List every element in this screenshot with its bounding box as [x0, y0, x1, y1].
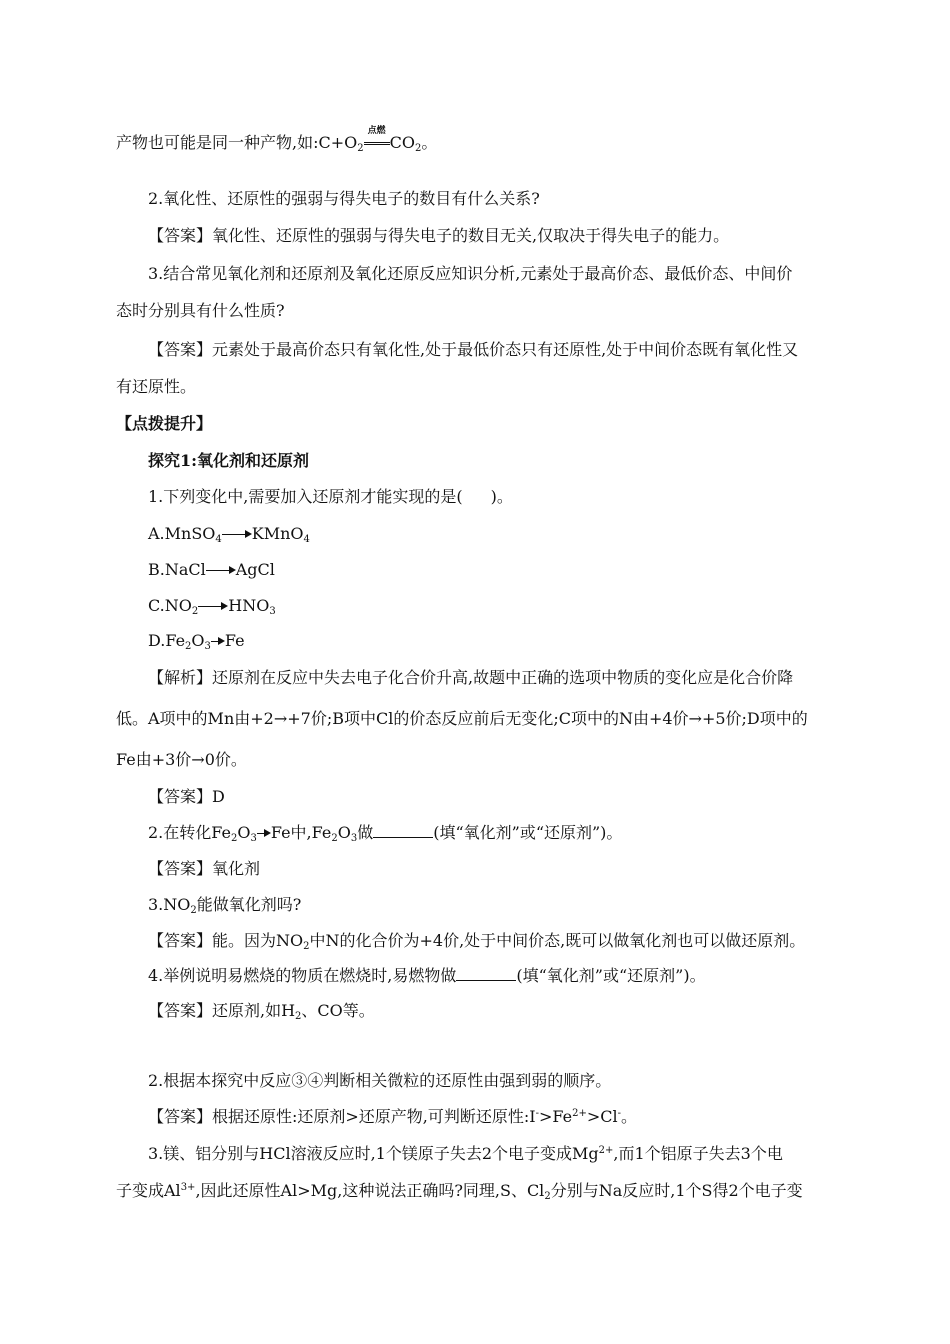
analysis: 【解析】还原剂在反应中失去电子化合价升高,故题中正确的选项中物质的变化应是化合价降: [148, 668, 794, 687]
question-2: 2.氧化性、还原性的强弱与得失电子的数目有什么关系?: [148, 189, 540, 208]
answer-ex2: 【答案】氧化剂: [148, 859, 261, 878]
section-heading: 【点拨提升】: [116, 414, 213, 433]
answer-1: 【答案】D: [148, 787, 225, 806]
answer-ex4: 【答案】还原剂,如$H_2$、CO等。: [148, 1001, 375, 1022]
text-line-1: 产物也可能是同一种产物,如$:C+O_2$ 点燃 $CO_2$。: [116, 125, 438, 154]
analysis-cont-1: 低。A项中的Mn由+2→+7价;B项中Cl的价态反应前后无变化;C项中的N由+4价→+5价;D项中的: [116, 709, 808, 728]
question-mg-al-cont: 子变成$Al^{3+}$,因此还原性Al>Mg,这种说法正确吗?同理,S、$Cl_2$分别与Na反应时,1个S得2个电子变: [116, 1181, 803, 1202]
answer-ordering: 【答案】根据还原性:还原剂>还原产物,可判断还原性$:I^->Fe^{2+}>Cl^-$。: [148, 1107, 638, 1126]
reaction-condition-equals: [364, 125, 390, 151]
arrow-icon: [198, 601, 228, 613]
subsection-heading: 探究1:氧化剂和还原剂: [148, 451, 310, 470]
answer-ex3: 【答案】能。因为$NO_2$中N的化合价为+4价,处于中间价态,既可以做氧化剂也可以做还原剂。: [148, 931, 806, 952]
option-d: $D.Fe_2O_3$ Fe: [148, 631, 245, 652]
option-b: B.NaCl AgCl: [148, 560, 275, 579]
question-ordering: 2.根据本探究中反应③④判断相关微粒的还原性由强到弱的顺序。: [148, 1071, 612, 1090]
exercise-1: 1.下列变化中,需要加入还原剂才能实现的是( )。: [148, 487, 513, 506]
exercise-3: $3.NO_2$能做氧化剂吗?: [148, 895, 302, 916]
arrow-icon: [211, 636, 225, 648]
question-3: 3.结合常见氧化剂和还原剂及氧化还原反应知识分析,元素处于最高价态、最低价态、中间价: [148, 264, 793, 283]
exercise-2: 2.在转化$Fe_2O_3$ Fe中$,Fe_2O_3$做 (填“氧化剂”或“还原剂”)。: [148, 823, 623, 844]
fill-blank[interactable]: [373, 823, 433, 838]
fill-blank[interactable]: [456, 966, 516, 981]
exercise-4: 4.举例说明易燃烧的物质在燃烧时,易燃物做 (填“氧化剂”或“还原剂”)。: [148, 966, 706, 985]
question-mg-al: 3.镁、铝分别与HCl溶液反应时,1个镁原子失去2个电子变成$Mg^{2+}$,而1个铝原子失去3个电: [148, 1144, 783, 1163]
answer-2: 【答案】氧化性、还原性的强弱与得失电子的数目无关,仅取决于得失电子的能力。: [148, 226, 730, 245]
answer-3: 【答案】元素处于最高价态只有氧化性,处于最低价态只有还原性,处于中间价态既有氧化性又: [148, 340, 799, 359]
arrow-icon: [257, 828, 271, 840]
condition-label: 点燃: [367, 125, 386, 136]
option-a: A.MnSO$_4$ KMnO$_4$: [148, 524, 310, 545]
arrow-icon: [222, 529, 252, 541]
arrow-icon: [206, 565, 236, 577]
analysis-cont-2: Fe由+3价→0价。: [116, 750, 247, 769]
question-3-cont: 态时分别具有什么性质?: [116, 301, 285, 320]
answer-3-cont: 有还原性。: [116, 377, 197, 396]
option-c: $C.NO_2$ $HNO_3$: [148, 596, 276, 617]
